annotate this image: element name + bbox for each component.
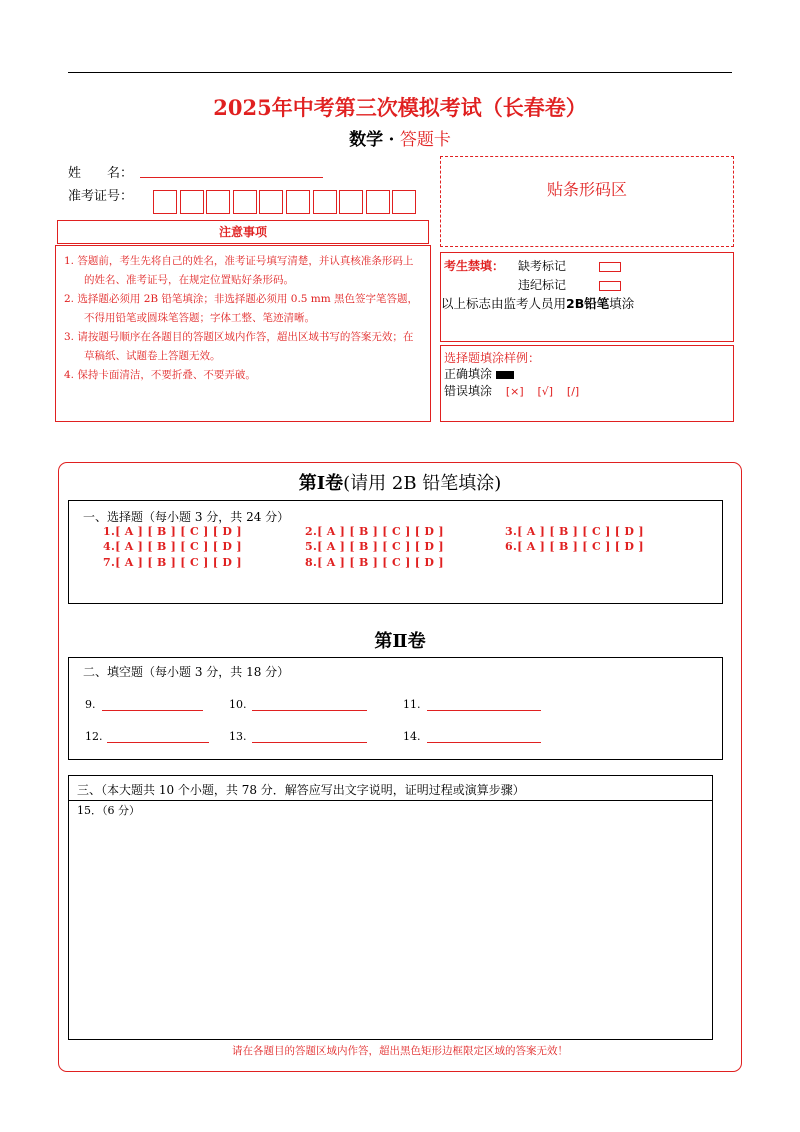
notice-item: 4. 保持卡面清洁，不要折叠、不要弄破。 xyxy=(64,369,256,381)
barcode-label: 贴条形码区 xyxy=(546,180,627,199)
fill-label-10: 10. xyxy=(229,698,247,711)
subtitle xyxy=(0,125,800,150)
fill-blank-11[interactable] xyxy=(427,710,541,711)
fill-blank-13[interactable] xyxy=(252,742,367,743)
fill-blank-9[interactable] xyxy=(102,710,203,711)
notice-item: 2. 选择题必须用 2B 铅笔填涂；非选择题必须用 0.5 mm 黑色签字笔答题，不得用铅笔或圆珠笔答题；字体工整、笔迹清晰。 xyxy=(64,293,419,324)
exam-id-boxes xyxy=(153,190,419,214)
exam-id-digit-box[interactable] xyxy=(313,190,337,214)
name-label: 姓 名： xyxy=(68,166,134,181)
choice-q4[interactable]: 4.[ A ] [ B ] [ C ] [ D ] xyxy=(103,540,242,553)
subtitle-dot: · xyxy=(388,130,395,150)
answer-section-header xyxy=(68,775,713,801)
choice-q2[interactable]: 2.[ A ] [ B ] [ C ] [ D ] xyxy=(305,525,444,538)
q15-label: 15．（6 分） xyxy=(77,804,140,817)
exempt-note xyxy=(441,294,735,312)
exam-id-digit-box[interactable] xyxy=(366,190,390,214)
correct-fill-row xyxy=(444,365,514,382)
name-field[interactable] xyxy=(140,177,323,178)
part1-note: (请用 2B 铅笔填涂) xyxy=(343,473,502,494)
exam-id-digit-box[interactable] xyxy=(180,190,204,214)
exam-id-digit-box[interactable] xyxy=(206,190,230,214)
fill-label-12: 12. xyxy=(85,730,103,743)
wrong-fill-mark: [×] xyxy=(505,385,524,398)
fill-label-9: 9. xyxy=(85,698,96,711)
exam-id-digit-box[interactable] xyxy=(392,190,416,214)
exempt-note-bold: 2B铅笔 xyxy=(566,296,610,311)
answer-section-title: 三、（本大题共 10 个小题，共 78 分．解答应写出文字说明，证明过程或演算步骤） xyxy=(77,783,525,797)
examiner-only-box xyxy=(440,252,734,342)
choice-q5[interactable]: 5.[ A ] [ B ] [ C ] [ D ] xyxy=(305,540,444,553)
sample-title: 选择题填涂样例： xyxy=(444,351,541,365)
fill-blank-14[interactable] xyxy=(427,742,541,743)
exempt-note-prefix: 以上标志由监考人员用 xyxy=(441,296,567,311)
exempt-label: 考生禁填： xyxy=(444,259,505,273)
fill-label-14: 14. xyxy=(403,730,421,743)
fill-blank-12[interactable] xyxy=(107,742,209,743)
fill-label-11: 11. xyxy=(403,698,421,711)
notice-item: 3. 请按题号顺序在各题目的答题区域内作答，超出区域书写的答案无效；在草稿纸、试题卷上答题无效。 xyxy=(64,331,414,362)
exam-id-digit-box[interactable] xyxy=(339,190,363,214)
exam-id-digit-box[interactable] xyxy=(153,190,177,214)
notice-box xyxy=(55,245,431,422)
violation-mark-label: 违纪标记 xyxy=(518,278,567,292)
choice-q7[interactable]: 7.[ A ] [ B ] [ C ] [ D ] xyxy=(103,556,242,569)
exam-id-label: 准考证号： xyxy=(68,189,134,204)
part1-title: 第Ⅰ卷 xyxy=(298,473,344,494)
wrong-fill-label: 错误填涂 xyxy=(444,384,493,398)
part2-title: 第Ⅱ卷 xyxy=(374,631,426,652)
correct-fill-label: 正确填涂 xyxy=(444,367,493,381)
wrong-fill-mark: [√] xyxy=(537,385,554,398)
footer-warning: 请在各题目的答题区域内作答，超出黑色矩形边框限定区域的答案无效！ xyxy=(232,1045,568,1057)
exam-id-digit-box[interactable] xyxy=(259,190,283,214)
fill-label-13: 13. xyxy=(229,730,247,743)
part1-heading xyxy=(0,469,800,495)
subject-label: 数学 xyxy=(349,130,384,150)
exam-title: 2025年中考第三次模拟考试（长春卷） xyxy=(213,95,587,120)
exam-id-digit-box[interactable] xyxy=(233,190,257,214)
q15-answer-box[interactable] xyxy=(68,800,713,1040)
exempt-note-suffix: 填涂 xyxy=(609,296,635,311)
notice-title: 注意事项 xyxy=(57,220,429,244)
violation-mark-box[interactable] xyxy=(599,278,621,292)
wrong-fill-row xyxy=(444,382,579,399)
choice-q6[interactable]: 6.[ A ] [ B ] [ C ] [ D ] xyxy=(505,540,644,553)
choice-section-title: 一、选择题（每小题 3 分，共 24 分） xyxy=(83,510,290,524)
fill-blank-10[interactable] xyxy=(252,710,367,711)
absent-mark-label: 缺考标记 xyxy=(518,259,567,273)
choice-q3[interactable]: 3.[ A ] [ B ] [ C ] [ D ] xyxy=(505,525,644,538)
fill-section-title: 二、填空题（每小题 3 分，共 18 分） xyxy=(83,665,290,679)
fill-section xyxy=(68,657,723,760)
barcode-area xyxy=(440,156,734,247)
correct-fill-sample xyxy=(496,371,514,379)
notice-item: 1. 答题前，考生先将自己的姓名，准考证号填写清楚，并认真核准条形码上的姓名、准考证号，在规定位置贴好条形码。 xyxy=(64,255,414,286)
fill-sample-box xyxy=(440,345,734,422)
top-rule xyxy=(68,72,732,73)
choice-section xyxy=(68,500,723,604)
exam-id-digit-box[interactable] xyxy=(286,190,310,214)
choice-q1[interactable]: 1.[ A ] [ B ] [ C ] [ D ] xyxy=(103,525,242,538)
absent-mark-box[interactable] xyxy=(599,259,621,273)
choice-q8[interactable]: 8.[ A ] [ B ] [ C ] [ D ] xyxy=(305,556,444,569)
answer-card-label: 答题卡 xyxy=(399,130,451,150)
wrong-fill-mark: [/] xyxy=(566,385,580,398)
